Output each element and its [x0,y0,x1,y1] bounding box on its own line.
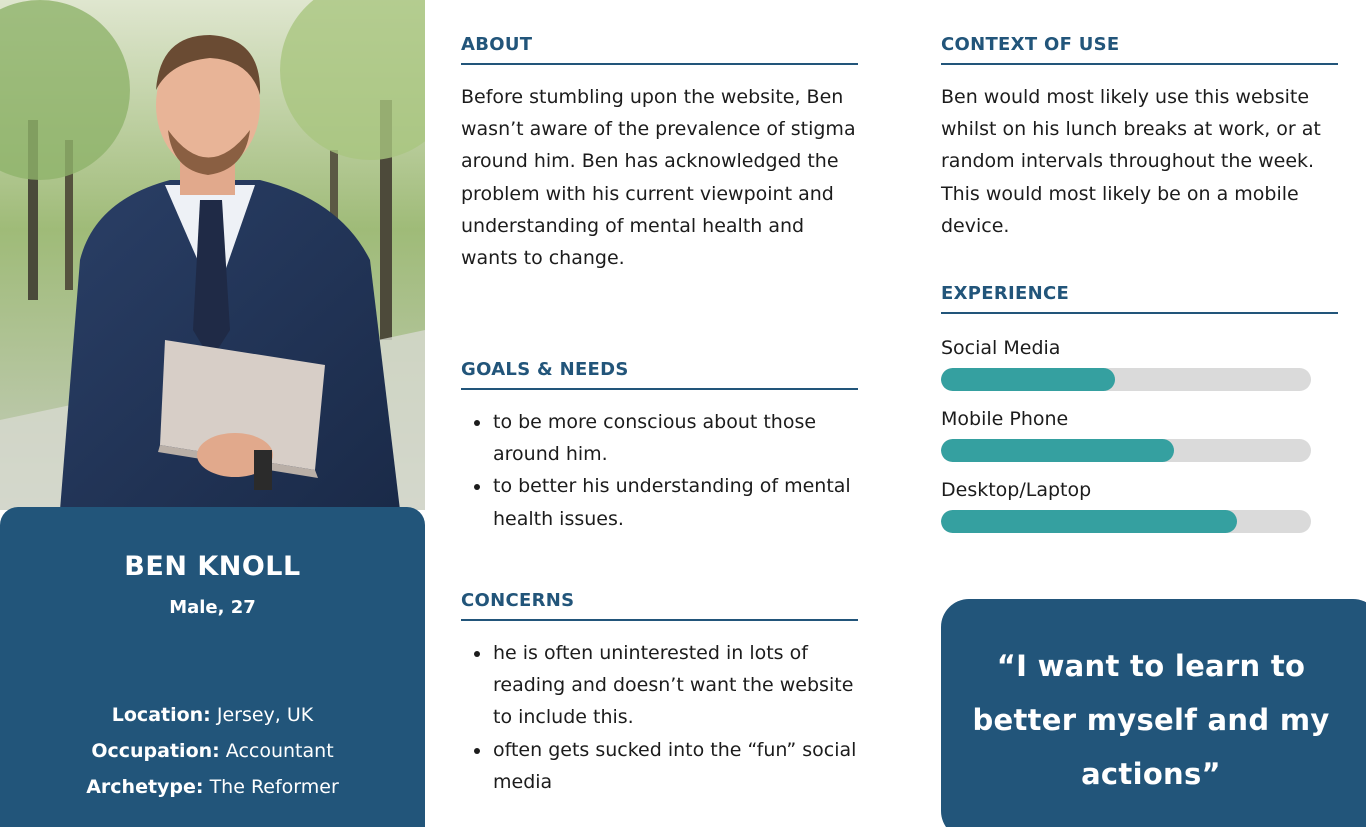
experience-bar-fill [941,368,1115,391]
occupation-value: Accountant [225,740,334,762]
archetype-label: Archetype: [86,776,204,798]
experience-bar-track [941,439,1311,462]
list-item: he is often uninterested in lots of reading and doesn’t want the website to include this. [461,637,858,734]
list-item: to better his understanding of mental health issues. [461,470,858,534]
persona-gender-age: Male, 27 [169,597,256,618]
goals-list [461,406,858,535]
list-item: to be more conscious about those around him. [461,406,858,470]
experience-label: Social Media [941,337,1061,359]
concerns-section [461,590,858,798]
context-text: Ben would most likely use this website whilst on his lunch breaks at work, or at random intervals throughout the week. This would most likely be on a mobile device. [941,86,1321,237]
concerns-list [461,637,858,798]
experience-bar-fill [941,439,1174,462]
quote-text: “I want to learn to better myself and my actions” [972,649,1330,791]
goals-section [461,359,858,535]
goals-heading: GOALS & NEEDS [461,359,858,390]
occupation-label: Occupation: [91,740,220,762]
location-row [0,697,425,733]
profile-card [0,507,425,827]
archetype-value: The Reformer [209,776,339,798]
context-section [941,34,1338,242]
experience-section [941,283,1338,533]
persona-name: BEN KNOLL [124,551,301,582]
occupation-row [0,733,425,769]
list-item: often gets sucked into the “fun” social media [461,734,858,798]
concerns-heading: CONCERNS [461,590,858,621]
experience-item-mobile-phone [941,405,1338,462]
experience-bar-track [941,368,1311,391]
persona-photo [0,0,425,510]
about-text: Before stumbling upon the website, Ben wasn’t aware of the prevalence of stigma around him. Ben has acknowledged the problem with his current viewpoint and understanding of mental health and wants to change. [461,86,856,270]
about-heading: ABOUT [461,34,858,65]
archetype-row [0,769,425,805]
experience-heading: EXPERIENCE [941,283,1338,314]
experience-bar-track [941,510,1311,533]
experience-item-desktop-laptop [941,476,1338,533]
context-heading: CONTEXT OF USE [941,34,1338,65]
location-value: Jersey, UK [216,704,314,726]
experience-bar-fill [941,510,1237,533]
quote-card [941,599,1366,827]
experience-label: Mobile Phone [941,408,1069,430]
persona-details [0,697,425,805]
about-section [461,34,858,274]
location-label: Location: [111,704,211,726]
experience-label: Desktop/Laptop [941,479,1092,501]
experience-item-social-media [941,334,1338,391]
